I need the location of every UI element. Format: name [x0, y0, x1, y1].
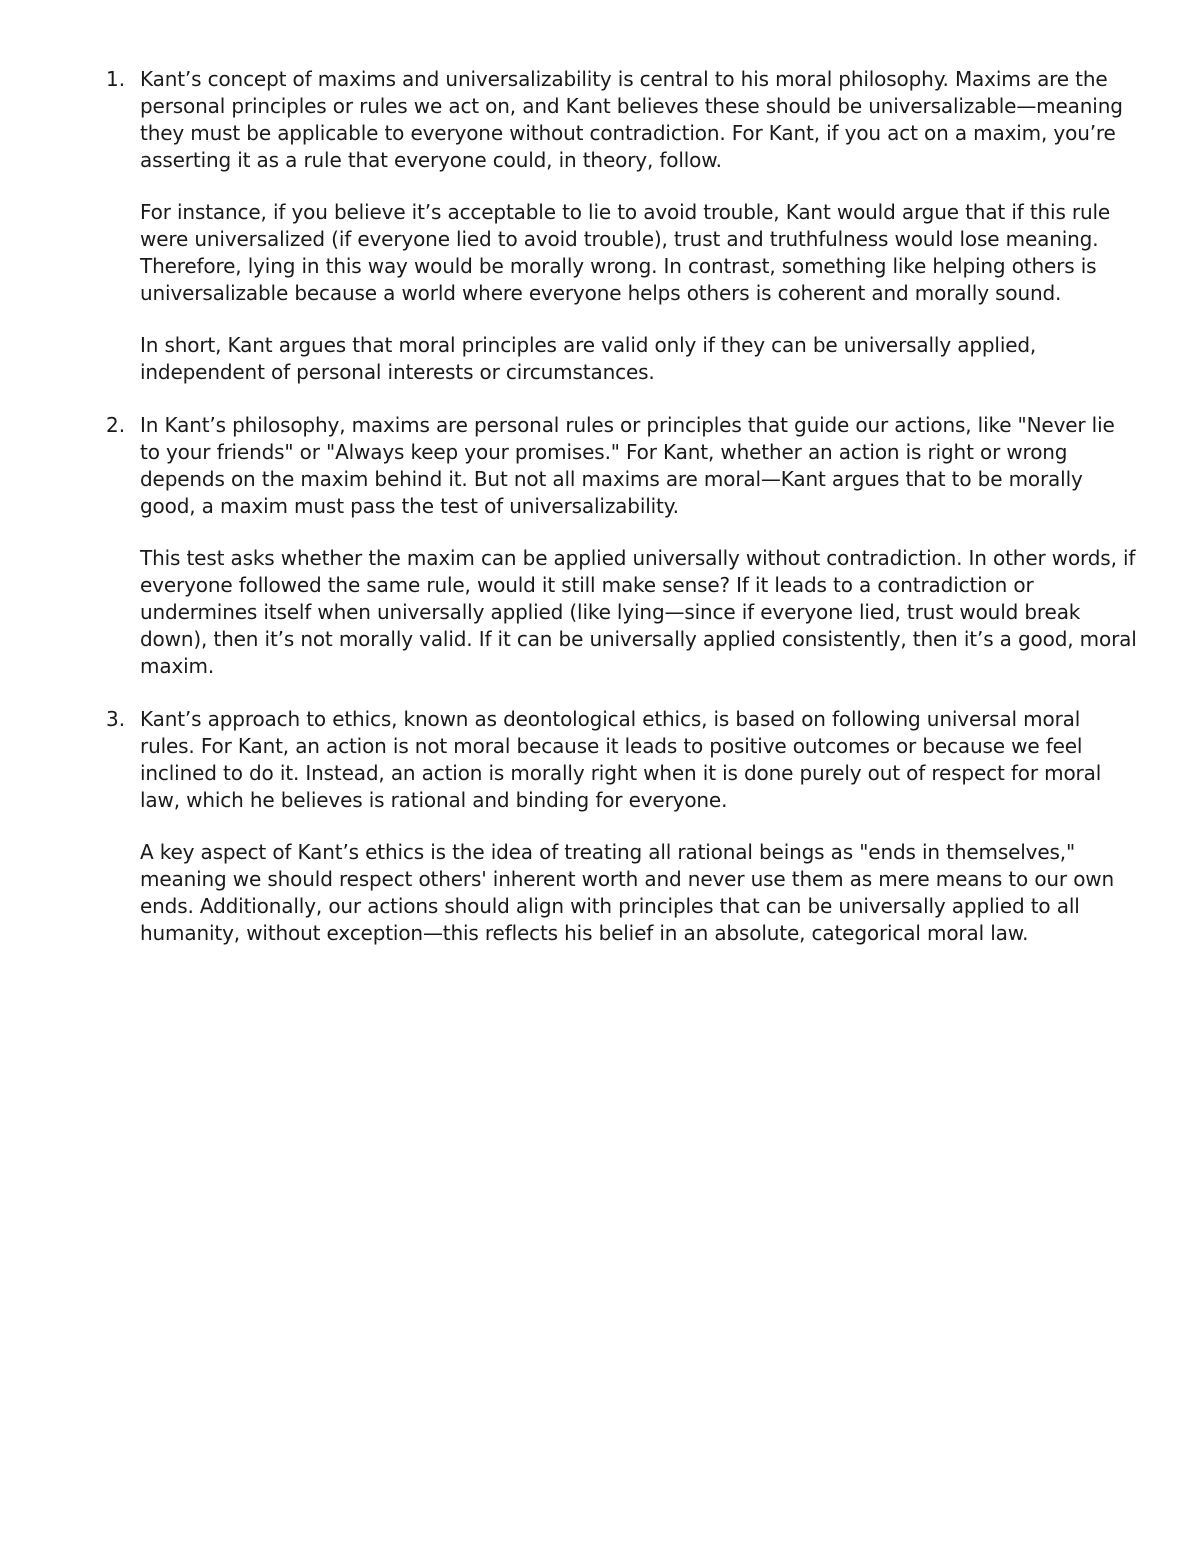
paragraph: A key aspect of Kant’s ethics is the idea of treating all rational beings as "ends in themselves," meaning we should respect others' inherent worth and never use them as mere means to our own ends. Additionally, our actions should align with principles that can be universally applied to all humanity, without exception—this reflects his belief in an absolute, categorical moral law. [140, 840, 1115, 945]
list-item [100, 706, 1140, 947]
list-number: 3. [106, 707, 126, 731]
paragraph: This test asks whether the maxim can be applied universally without contradiction. In other words, if everyone followed the same rule, would it still make sense? If it leads to a contradiction or undermines itself when universally applied (like lying—since if everyone lied, trust would break down), then it’s not morally valid. If it can be universally applied consistently, then it’s a good, moral maxim. [140, 546, 1137, 678]
list-number: 1. [106, 67, 126, 91]
list-item [100, 412, 1140, 680]
paragraph: Kant’s concept of maxims and universalizability is central to his moral philosophy. Maxims are the personal principles or rules we act on, and Kant believes these should be universalizable—meaning they must be applicable to everyone without contradiction. For Kant, if you act on a maxim, you’re asserting it as a rule that everyone could, in theory, follow. [140, 67, 1123, 172]
paragraph: For instance, if you believe it’s acceptable to lie to avoid trouble, Kant would argue that if this rule were universalized (if everyone lied to avoid trouble), trust and truthfulness would lose meaning. Therefore, lying in this way would be morally wrong. In contrast, something like helping others is universalizable because a world where everyone helps others is coherent and morally sound. [140, 200, 1111, 305]
paragraph: Kant’s approach to ethics, known as deontological ethics, is based on following universal moral rules. For Kant, an action is not moral because it leads to positive outcomes or because we feel inclined to do it. Instead, an action is morally right when it is done purely out of respect for moral law, which he believes is rational and binding for everyone. [140, 707, 1102, 812]
list-number: 2. [106, 413, 126, 437]
paragraph: In Kant’s philosophy, maxims are personal rules or principles that guide our actions, like "Never lie to your friends" or "Always keep your promises." For Kant, whether an action is right or wrong depends on the maxim behind it. But not all maxims are moral—Kant argues that to be morally good, a maxim must pass the test of universalizability. [140, 413, 1115, 518]
list-item [100, 66, 1140, 386]
numbered-list [100, 66, 1140, 973]
paragraph: In short, Kant argues that moral principles are valid only if they can be universally applied, independent of personal interests or circumstances. [140, 333, 1037, 384]
